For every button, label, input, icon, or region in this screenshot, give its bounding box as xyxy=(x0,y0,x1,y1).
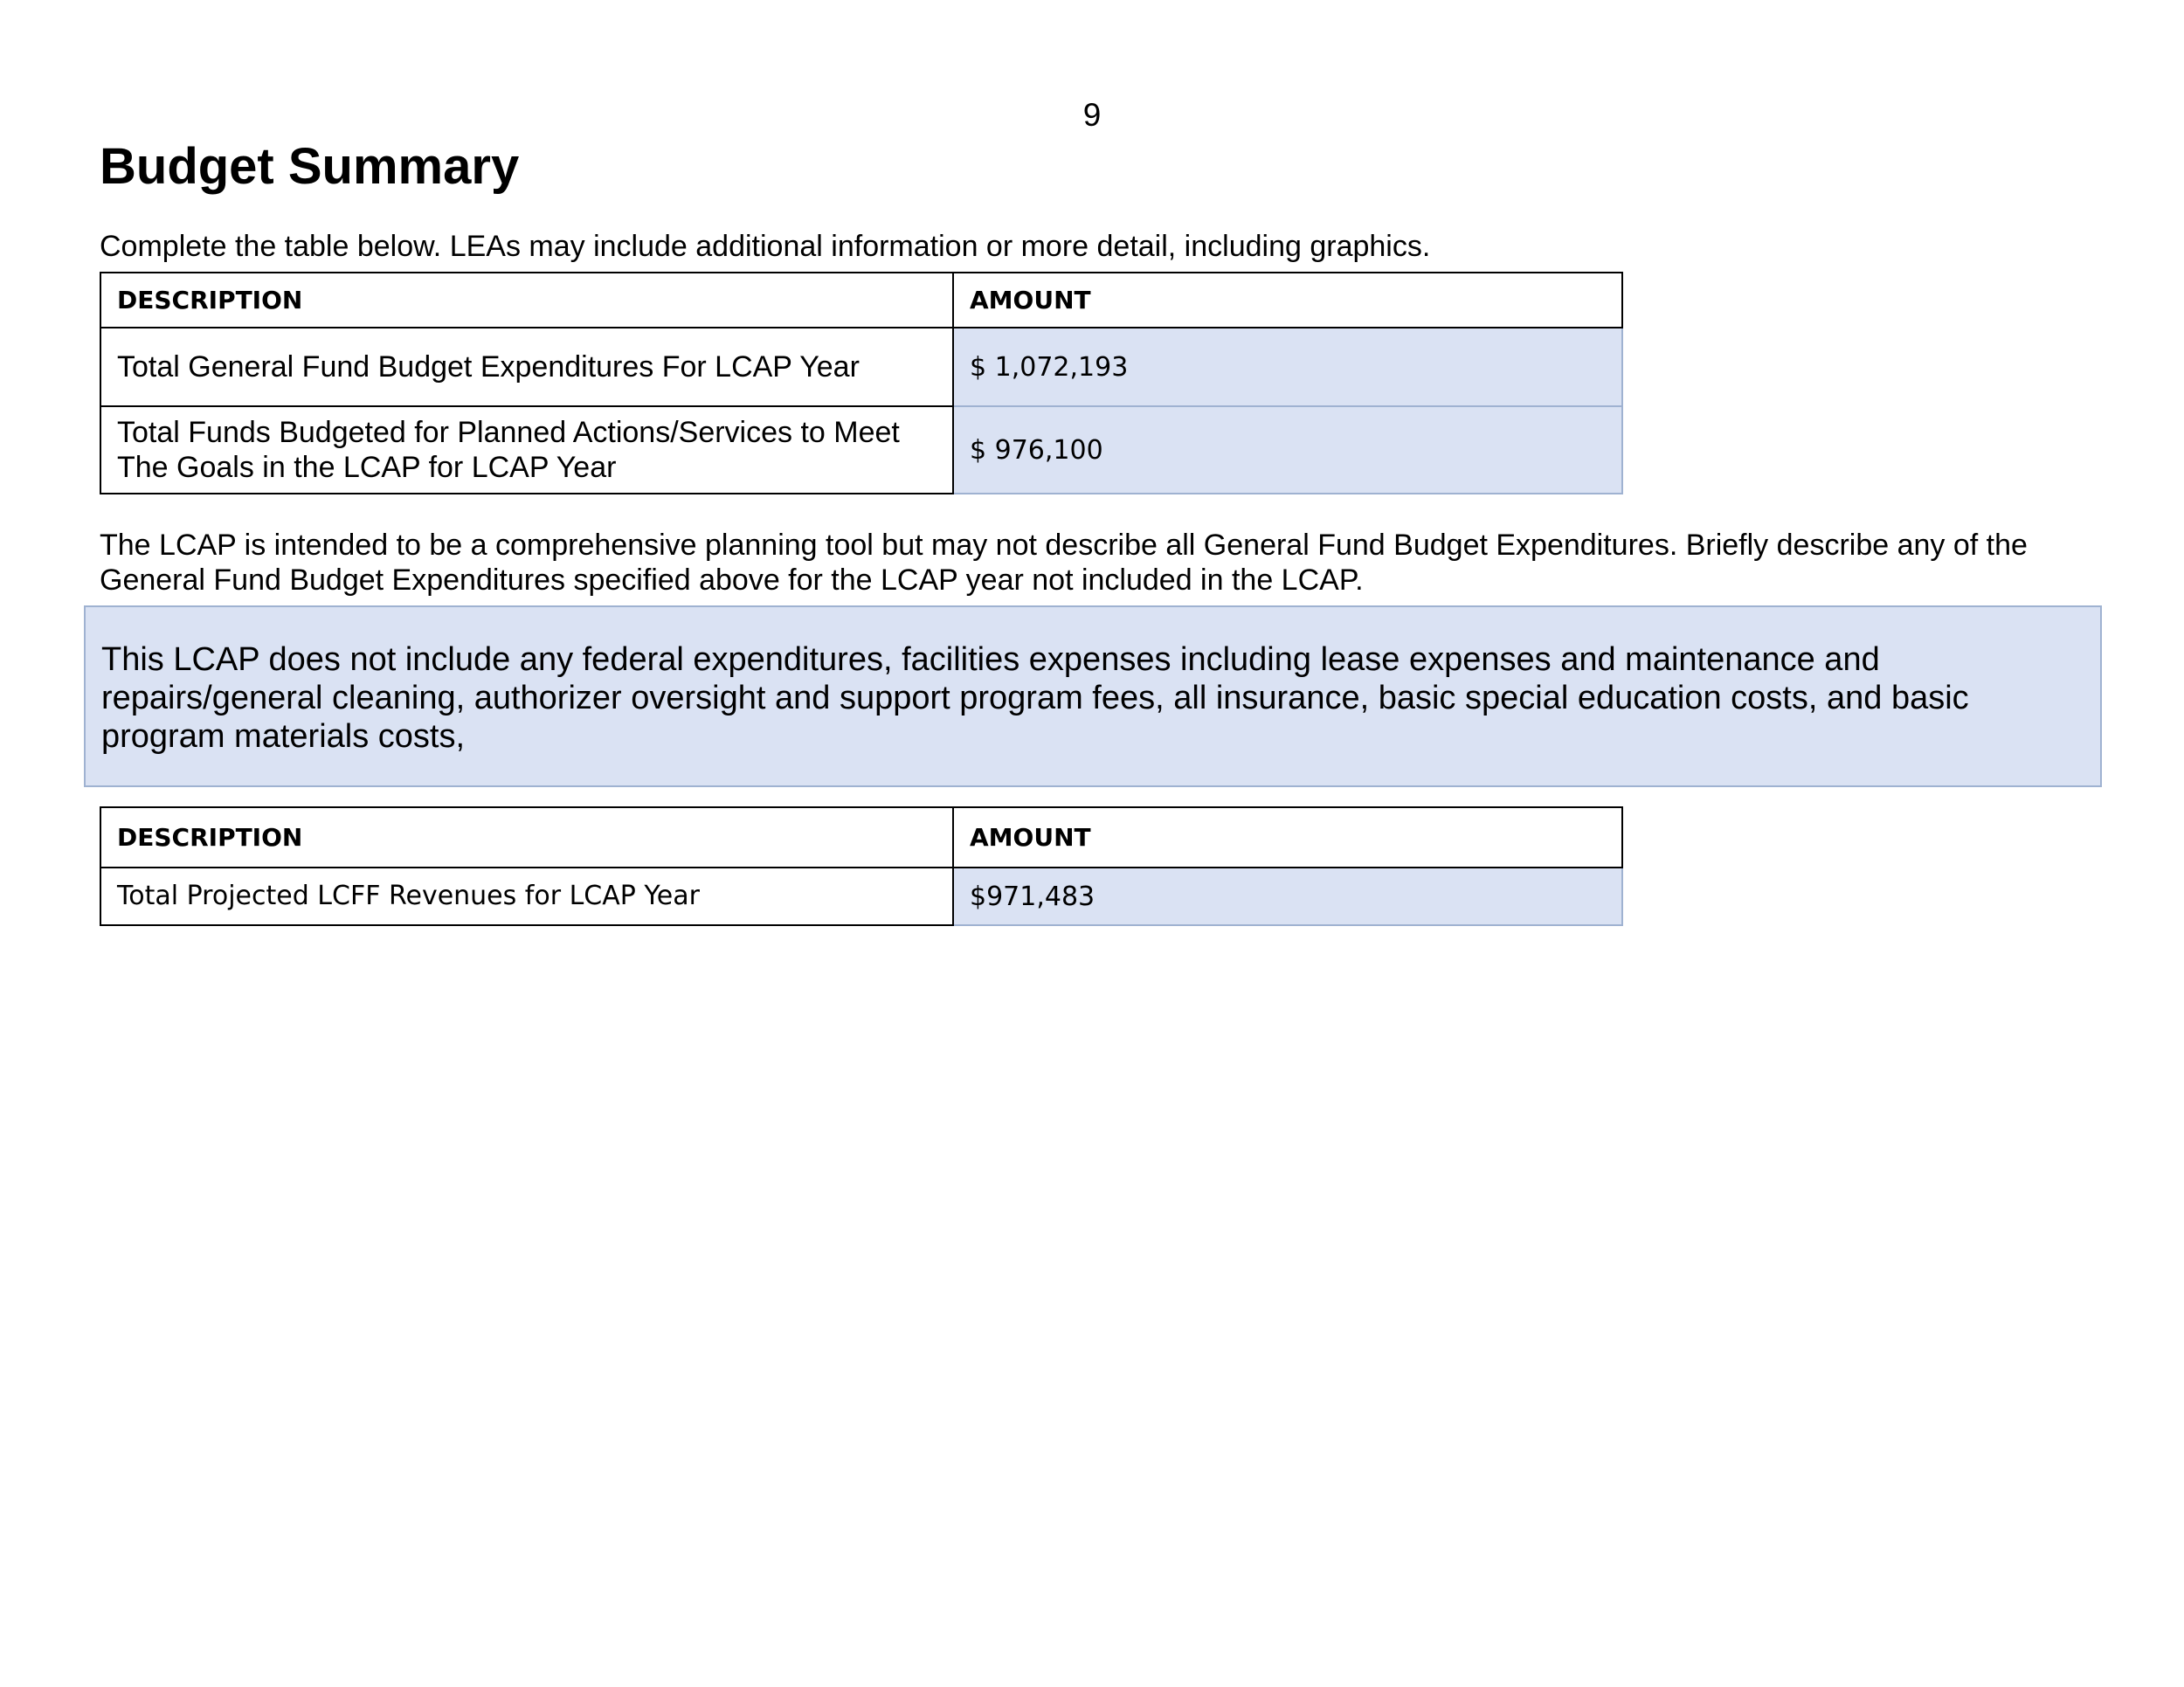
lcff-revenues-label: Total Projected LCFF Revenues for LCAP Year xyxy=(100,868,953,925)
amount-column-header: AMOUNT xyxy=(953,807,1622,868)
budget-expenditures-table xyxy=(100,272,1623,494)
amount-column-header: AMOUNT xyxy=(953,273,1622,328)
planned-actions-funds-label: Total Funds Budgeted for Planned Actions/Services to Meet The Goals in the LCAP for LCAP Year xyxy=(100,406,953,494)
table-row xyxy=(100,406,1622,494)
expenditures-description-field[interactable]: This LCAP does not include any federal expenditures, facilities expenses including lease expenses and maintenance and repairs/general cleaning, authorizer oversight and support program fees, all insurance, basic special education costs, and basic program materials costs, xyxy=(84,605,2102,787)
general-fund-expenditures-amount-field[interactable]: $ 1,072,193 xyxy=(953,328,1622,406)
lcff-revenues-amount-field[interactable]: $971,483 xyxy=(953,868,1622,925)
description-column-header: DESCRIPTION xyxy=(100,807,953,868)
description-column-header: DESCRIPTION xyxy=(100,273,953,328)
page-title: Budget Summary xyxy=(100,138,520,195)
general-fund-expenditures-label: Total General Fund Budget Expenditures For LCAP Year xyxy=(100,328,953,406)
planned-actions-funds-amount-field[interactable]: $ 976,100 xyxy=(953,406,1622,494)
table-header-row xyxy=(100,273,1622,328)
expenditures-description-prompt: The LCAP is intended to be a comprehensive planning tool but may not describe all General Fund Budget Expenditures. Briefly describe any of the General Fund Budget Expenditures specified above for the LCAP year not included in the LCAP. xyxy=(100,529,2028,597)
intro-instructions: Complete the table below. LEAs may include additional information or more detail, including graphics. xyxy=(100,230,1431,263)
table-row xyxy=(100,868,1622,925)
lcff-revenues-table xyxy=(100,806,1623,926)
table-header-row xyxy=(100,807,1622,868)
table-row xyxy=(100,328,1622,406)
page-number: 9 xyxy=(1082,97,1102,133)
